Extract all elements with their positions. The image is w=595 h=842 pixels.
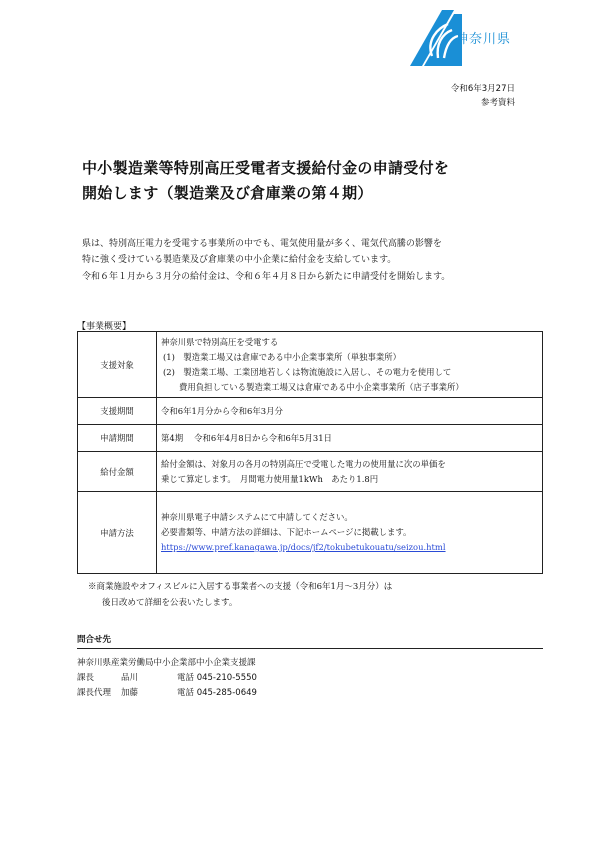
page-title-line2: 開始します（製造業及び倉庫業の第４期） [82,184,373,202]
table-value-cell [157,398,543,425]
contact-phone: 電話 045-210-5550 [177,673,257,683]
contact-role: 課長代理 [77,688,112,698]
contact-role: 課長 [77,673,95,683]
table-header-cell: 申請方法 [78,492,157,574]
table-row-application-period [78,425,543,452]
table-value-cell [157,332,543,398]
note-line2: 後日改めて詳細を公表いたします。 [102,598,238,608]
overview-table [77,331,543,574]
target-line1: 神奈川県で特別高圧を受電する [161,336,279,347]
table-row-period [78,398,543,425]
note-line1: ※商業施設やオフィスビルに入居する事業者への支援（令和6年1月～3月分）は [88,582,393,592]
issue-date: 令和6年3月27日 [450,84,515,94]
target-line4: 費用負担している製造業工場又は倉庫である中小企業事業所（店子事業所） [179,381,464,392]
table-value-cell [157,425,543,452]
contact-department: 神奈川県産業労働局中小企業部中小企業支援課 [77,658,256,668]
table-header-cell: 申請期間 [78,425,157,452]
contact-name: 品川 [121,673,139,683]
section-label: 【事業概要】 [77,322,132,332]
target-line2: (1) 製造業工場又は倉庫である中小企業事業所（単独事業所） [163,351,401,362]
intro-paragraph-line1: 県は、特別高圧電力を受電する事業所の中でも、電気使用量が多く、電気代高騰の影響を [82,239,442,249]
period-line: 令和6年1月分から令和6年3月分 [161,405,283,416]
page-title-line1: 中小製造業等特別高圧受電者支援給付金の申請受付を [82,159,450,177]
table-header-cell: 給付金額 [78,452,157,492]
amount-line1: 給付金額は、対象月の各月の特別高圧で受電した電力の使用量に次の単価を [161,458,446,469]
amount-line2: 乗じて算定します。 月間電力使用量1kWh あたり1.8円 [161,473,379,484]
target-line3: (2) 製造業工場、工業団地若しくは物流施設に入居し、その電力を使用して [163,366,452,377]
table-row-method [78,492,543,574]
method-line1: 神奈川県電子申請システムにて申請してください。 [161,512,353,522]
reference-label: 参考資料 [480,98,515,108]
logo-text: 神奈川県 [455,32,512,47]
table-value-cell [157,452,543,492]
method-line2: 必要書類等、申請方法の詳細は、下記ホームページに掲載します。 [161,527,412,537]
intro-paragraph-line2: 特に強く受けている製造業及び倉庫業の中小企業に給付金を支給しています。 [82,255,397,265]
contact-phone: 電話 045-285-0649 [177,688,257,698]
contact-heading: 問合せ先 [77,635,112,645]
table-row-amount [78,452,543,492]
table-header-cell: 支援対象 [78,332,157,398]
contact-name: 加藤 [121,688,139,698]
contact-divider [77,648,543,649]
table-row-target [78,332,543,398]
intro-paragraph-line3: 令和６年１月から３月分の給付金は、令和６年４月８日から新たに申請受付を開始します。 [82,272,451,282]
homepage-link[interactable]: https://www.pref.kanagawa.jp/docs/jf2/tokubetukouatu/seizou.html [161,542,446,552]
table-value-cell [157,492,543,574]
application-period-line: 第4期 令和6年4月8日から令和6年5月31日 [161,432,332,443]
table-header-cell: 支援期間 [78,398,157,425]
